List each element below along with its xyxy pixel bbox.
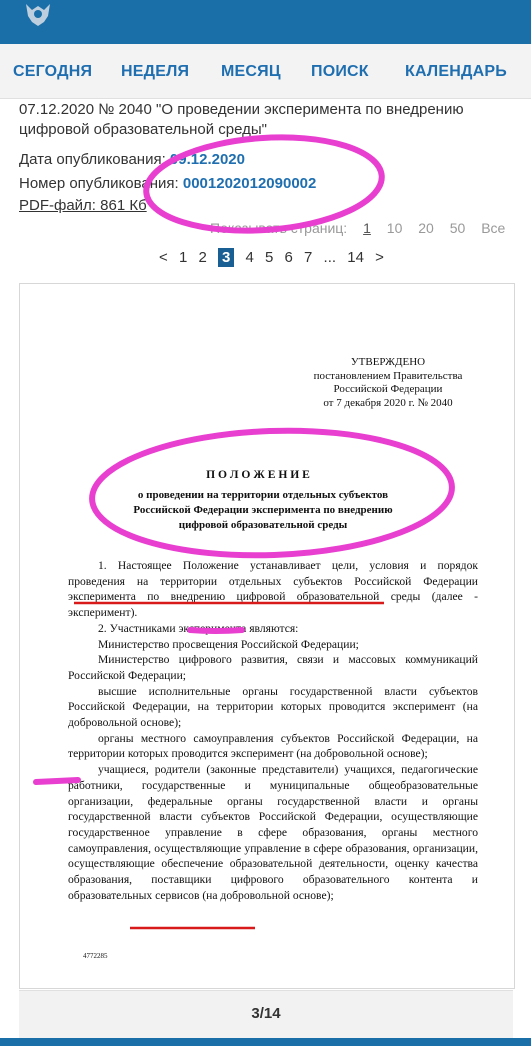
pager-page-6[interactable]: 6 [284, 249, 293, 266]
approved-line: от 7 декабря 2020 г. № 2040 [323, 396, 453, 409]
pager-next[interactable]: > [375, 249, 384, 266]
document-heading: П О Л О Ж Е Н И Е [206, 468, 310, 481]
pager-page-7[interactable]: 7 [304, 249, 313, 266]
approved-line: УТВЕРЖДЕНО [350, 356, 426, 368]
nav-today[interactable]: СЕГОДНЯ [13, 63, 93, 80]
pdf-link[interactable] [19, 196, 147, 216]
doc-title-line1: 07.12.2020 № 2040 "О проведении эксперимента по внедрению [19, 101, 464, 118]
page-size-50[interactable]: 50 [449, 220, 466, 236]
doc-title-line2: цифровой образовательной среды" [19, 121, 267, 138]
main-nav [0, 44, 531, 99]
paragraph: Министерство просвещения Российской Федерации; [98, 637, 359, 651]
paragraph: учащиеся, родители (законные представители) учащихся, педагогические работники, государственные и муниципальные общеобразовательные организации, федеральные органы государственной власти и органы государственной власти субъектов Российской Федерации, осуществляющие государственное управление в сфере образования, органы местного самоуправления, осуществляющие управление в сфере образования, организации, осуществляющие обеспечение образовательной деятельности, оценку качества образования, поставщики цифрового образовательного контента и образовательных сервисов (на добровольной основе); [68, 763, 478, 902]
pager-page-4[interactable]: 4 [245, 249, 254, 266]
top-bar [0, 0, 531, 44]
paragraph: высшие исполнительные органы государственной власти субъектов Российской Федерации, на территории которых проводится эксперимент (на добровольной основе); [68, 684, 478, 730]
subheading-line: о проведении на территории отдельных субъектов [137, 489, 389, 501]
document-footer [19, 990, 513, 1039]
subheading-line: Российской Федерации эксперимента по внедрению [133, 504, 393, 516]
nav-calendar[interactable]: КАЛЕНДАРЬ [405, 63, 507, 80]
paragraph: Министерство цифрового развития, связи и массовых коммуникаций Российской Федерации; [68, 653, 478, 682]
pager-page-5[interactable]: 5 [265, 249, 274, 266]
page-size-20[interactable]: 20 [418, 220, 434, 236]
page-size-selector [210, 220, 517, 236]
bottom-bar [0, 1038, 531, 1046]
publication-date-label: Дата опубликования: [19, 151, 166, 168]
approved-line: Российской Федерации [333, 383, 443, 395]
publication-number [19, 174, 316, 194]
page-counter: 3/14 [251, 1005, 281, 1022]
nav-search[interactable]: ПОИСК [311, 63, 369, 80]
pager-page-2[interactable]: 2 [198, 249, 207, 266]
nav-week[interactable]: НЕДЕЛЯ [121, 63, 190, 80]
pager-page-3[interactable]: 3 [218, 248, 234, 267]
nav-month[interactable]: МЕСЯЦ [221, 63, 281, 80]
publication-date [19, 150, 245, 170]
page-size-1[interactable]: 1 [363, 220, 371, 236]
page-size-all[interactable]: Все [481, 220, 506, 236]
publication-number-value: 0001202012090002 [182, 175, 317, 192]
paragraph: 1. Настоящее Положение устанавливает цели, условия и порядок проведения на территории отдельных субъектов Российской Федерации эксперимента по внедрению цифровой образовательной среды (далее - эксперимент). [68, 559, 478, 620]
pager-page-1[interactable]: 1 [178, 249, 188, 266]
approved-stamp [293, 356, 483, 410]
pager-prev[interactable]: < [159, 249, 168, 266]
pager-page-14[interactable]: 14 [347, 249, 364, 266]
page-size-label: Показывать страниц: [210, 220, 348, 236]
pdf-link-label[interactable]: PDF-файл: 861 Кб [19, 197, 147, 214]
publication-date-value: 09.12.2020 [169, 151, 245, 168]
pager-ellipsis: ... [323, 249, 337, 266]
coat-of-arms-icon [18, 0, 58, 40]
subheading-line: цифровой образовательной среды [178, 519, 348, 531]
publication-number-label: Номер опубликования: [19, 175, 179, 192]
paragraph: органы местного самоуправления субъектов Российской Федерации, на территории которых проводится эксперимент (на добровольной основе); [68, 731, 478, 761]
page-size-10[interactable]: 10 [386, 220, 403, 236]
document-body [68, 558, 478, 903]
document-subheading [113, 488, 413, 533]
approved-line: постановлением Правительства [313, 369, 463, 382]
document-code: 4772285 [83, 952, 108, 960]
paragraph: 2. Участниками эксперимента являются: [98, 621, 299, 635]
pagination [159, 248, 391, 270]
